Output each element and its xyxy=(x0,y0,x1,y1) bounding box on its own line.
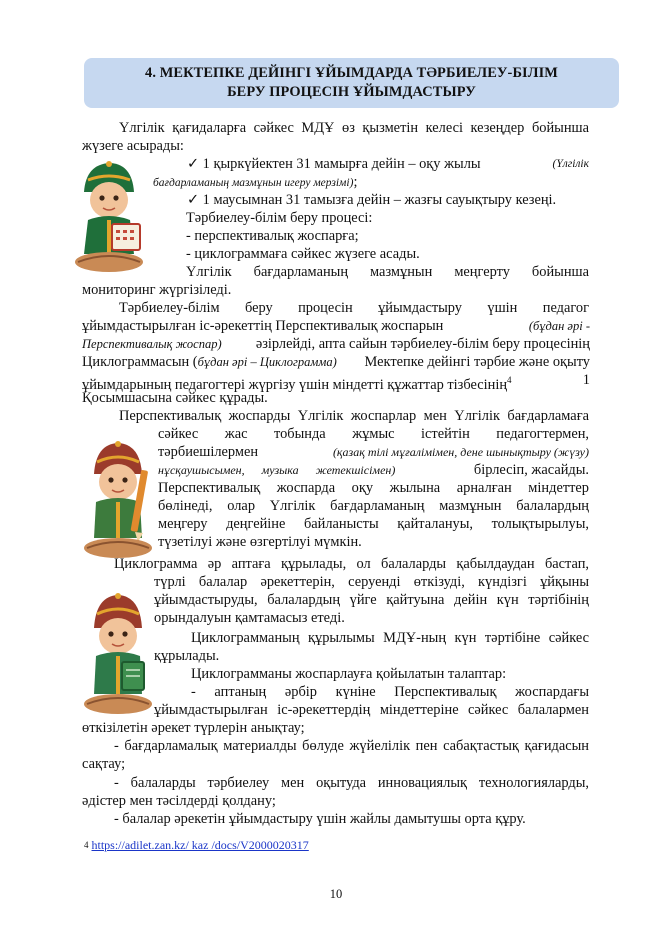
cyclo-line2: түрлі балалар әрекеттерін, серуенді өткізуді, күндізгі ұйқыны xyxy=(154,574,589,590)
org-line3b: әзірлейді, апта сайын тәрбиелеу-білім беру процесінің xyxy=(255,336,590,352)
plan-line3 xyxy=(158,444,589,462)
org-line5a: ұйымдарының педагогтері жүргізу үшін міндетті құжаттар тізбесінің xyxy=(82,376,508,393)
cyclo-line8: - аптаның әрбір күніне Перспективалық жоспардағы xyxy=(191,684,589,700)
org-line4 xyxy=(82,354,590,372)
period1-note-b: бағдарламаның мазмұнын игеру мерзімі) xyxy=(153,177,354,189)
period1-note-a: (Үлгілік xyxy=(552,158,589,170)
footnote-ref: 4 xyxy=(507,375,512,385)
requirement-2b: әдістер мен тәсілдерді қолдану; xyxy=(82,793,276,809)
footnote-number: 4 xyxy=(84,840,89,850)
period1-end: ; xyxy=(353,174,358,190)
footnote xyxy=(84,838,309,853)
org-line3a: Перспективалық жоспар) xyxy=(82,337,222,351)
cyclo-line9: ұйымдастырылған іс-әрекеттердің міндеттеріне сәйкес балалармен xyxy=(154,702,589,718)
period1-line2 xyxy=(153,174,357,193)
org-line6: Қосымшасына сәйкес құрады. xyxy=(82,390,268,406)
cyclo-line10: өткізілетін әрекет түрлерін анықтау; xyxy=(82,720,305,736)
section-heading-line1: 4. МЕКТЕПКЕ ДЕЙІНГІ ҰЙЫМДАРДА ТӘРБИЕЛЕУ-БІЛІМ xyxy=(145,65,558,81)
cyclo-line5: Циклограмманың құрылымы МДҰ-ның күн тәртібіне сәйкес xyxy=(191,630,589,646)
org-line2 xyxy=(82,318,590,336)
monitoring-line1: Үлгілік бағдарламаның мазмұнын меңгерту бойынша xyxy=(186,264,589,280)
org-line2a: ұйымдастырылған іс-әрекеттің Перспективалық жоспарын xyxy=(82,318,444,334)
org-line4c: Мектепке дейінгі тәрбие және оқыту xyxy=(364,354,590,370)
page-number: 10 xyxy=(329,887,343,901)
period1-main: 1 қыркүйектен 31 мамырға дейін – оқу жылы xyxy=(202,156,481,172)
plan-line2: сәйкес жас тобында жұмыс істейтін педагогтермен, xyxy=(158,426,589,442)
requirement-1b: сақтау; xyxy=(82,756,126,772)
footnote-link[interactable]: https://adilet.zan.kz/ kaz /docs/V2000020317 xyxy=(91,838,309,852)
org-line4a: Циклограммасын ( xyxy=(82,354,198,370)
checkmark-icon: ✓ xyxy=(187,156,200,172)
plan-line3b: (қазақ тілі мұғалімімен, дене шынықтыру (жүзу) xyxy=(332,445,589,459)
plan-line1: Перспективалық жоспарды Үлгілік жоспарлар мен Үлгілік бағдарламаға xyxy=(119,408,589,424)
cyclo-line1: Циклограмма әр аптаға құрылады, ол балаларды қабылдаудан бастап, xyxy=(114,556,589,572)
org-line2b: (бұдан әрі - xyxy=(528,319,590,333)
intro-line1: Үлгілік қағидаларға сәйкес МДҰ өз қызметін келесі кезеңдер бойынша xyxy=(119,120,589,136)
org-line3 xyxy=(82,336,590,354)
monitoring-line2: мониторинг жүргізіледі. xyxy=(82,282,232,298)
org-line1: Тәрбиелеу-білім беру процесін ұйымдастыру үшін педагог xyxy=(119,300,589,316)
period2-text: 1 маусымнан 31 тамызға дейін – жазғы сауықтыру кезеңі. xyxy=(202,192,557,208)
plan-line6: бөлінеді, олар Үлгілік бағдарламаның мазмұнын балалардың xyxy=(158,498,589,514)
process-item2: - циклограммаға сәйкес жүзеге асады. xyxy=(186,246,420,262)
period2-line xyxy=(187,192,556,210)
requirement-3a: - балалар әрекетін ұйымдастыру үшін жайлы дамытушы орта құру. xyxy=(114,811,526,827)
intro-line2: жүзеге асырады: xyxy=(82,138,184,154)
plan-line7: меңгеру деңгейіне байланысты қайталануы, толықтырылуы, xyxy=(158,516,589,532)
section-heading-line2: БЕРУ ПРОЦЕСІН ҰЙЫМДАСТЫРУ xyxy=(227,84,476,100)
org-line5b: 1 xyxy=(582,372,590,388)
section-heading-box xyxy=(84,58,619,108)
cyclo-line7: Циклограмманы жоспарлауға қойылатын талаптар: xyxy=(191,666,507,682)
child-calendar-illustration xyxy=(72,158,146,276)
plan-line3a: тәрбиешілермен xyxy=(158,444,259,460)
process-item1: - перспективалық жоспарға; xyxy=(186,228,359,244)
cyclo-line3: ұйымдастыруды, балалардың үйге қайтуына дейін күн тәртібінің xyxy=(154,592,589,608)
cyclo-line4: орындалуын қамтамасыз етеді. xyxy=(154,610,345,626)
org-line4b: бұдан әрі – Циклограмма) xyxy=(197,355,337,369)
checkmark-icon: ✓ xyxy=(187,192,200,208)
plan-line4b: бірлесіп, жасайды. xyxy=(473,462,589,478)
plan-line4 xyxy=(158,462,589,480)
plan-line5: Перспективалық жоспарда оқу жылына арналған міндеттер xyxy=(158,480,589,496)
plan-line8: түзетілуі және өзгертілуі мүмкін. xyxy=(158,534,362,550)
child-pencil-illustration xyxy=(80,440,154,560)
cyclo-line6: құрылады. xyxy=(154,648,220,664)
plan-line4a: нұсқаушысымен, музыка жетекшісімен) xyxy=(158,463,396,477)
requirement-1a: - бағдарламалық материалды бөлуде жүйелілік пен сабақтастық қағидасын xyxy=(114,738,589,754)
child-book-illustration xyxy=(80,592,154,716)
requirement-2a: - балаларды тәрбиелеу мен оқытуда инновациялық технологияларды, xyxy=(114,775,589,791)
period1-line xyxy=(187,156,589,174)
process-title: Тәрбиелеу-білім беру процесі: xyxy=(186,210,373,226)
